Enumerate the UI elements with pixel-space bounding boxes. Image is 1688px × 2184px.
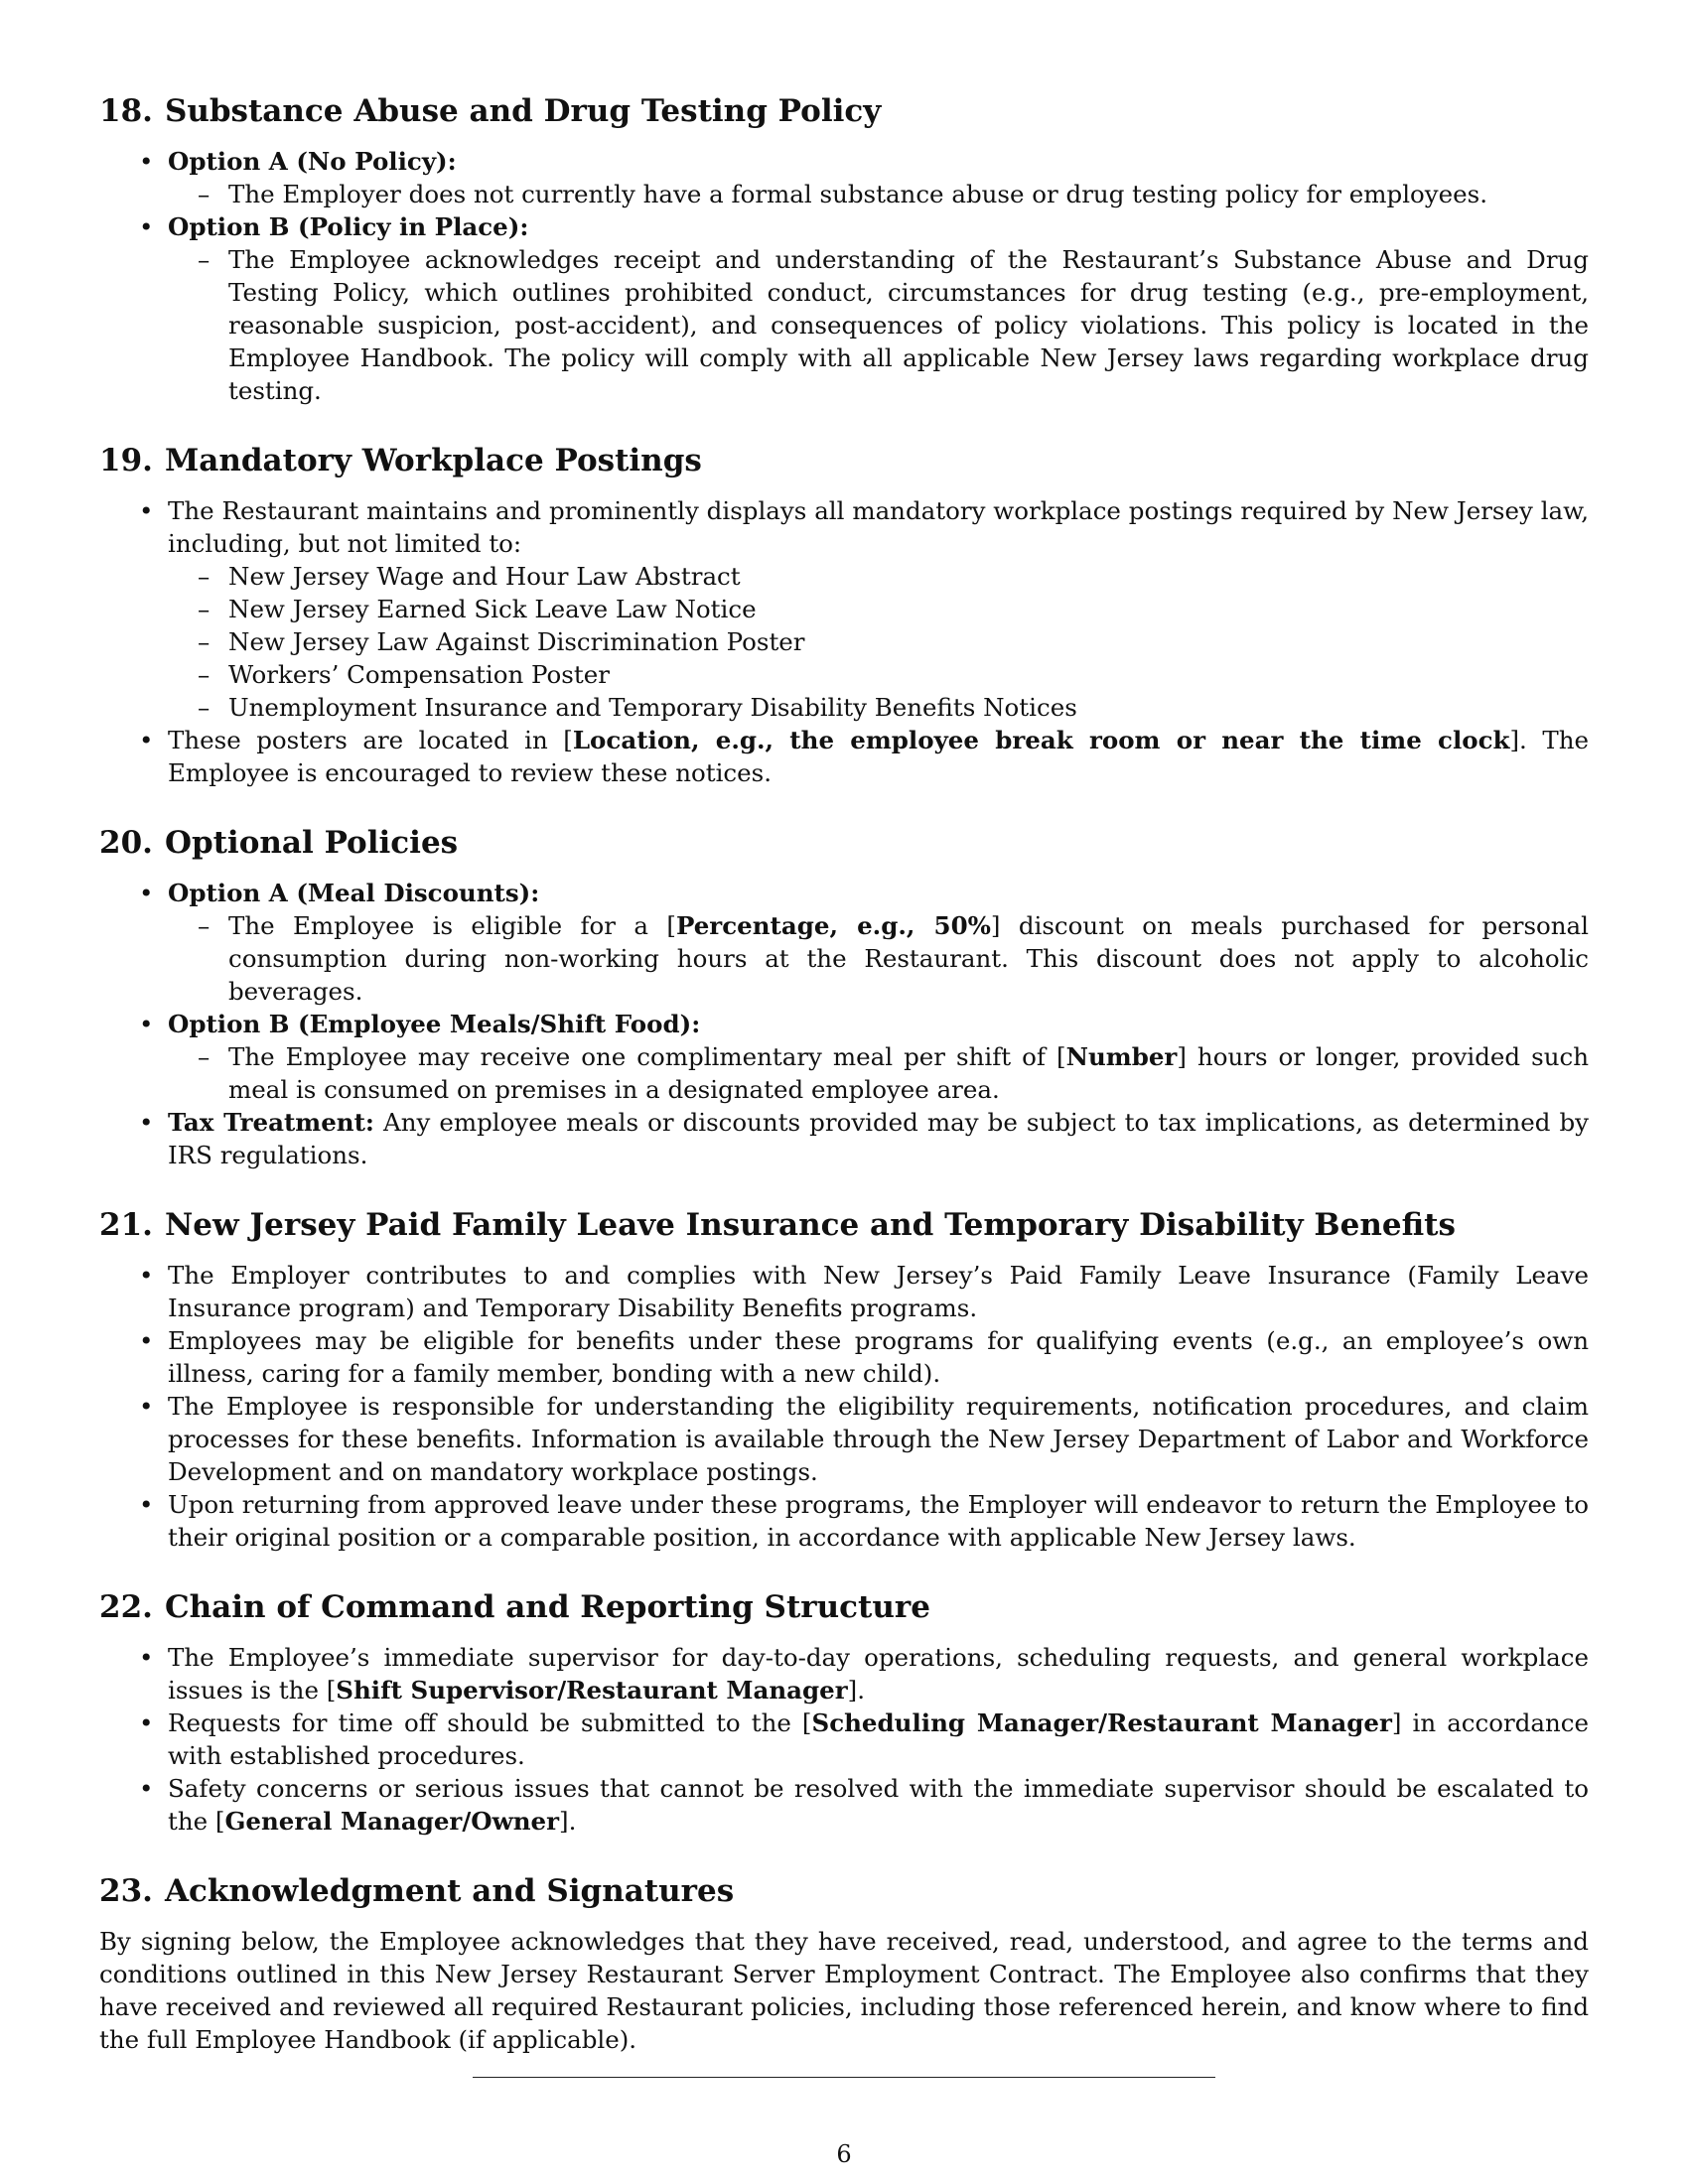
section-title: Substance Abuse and Drug Testing Policy bbox=[164, 93, 882, 129]
list-item bbox=[99, 210, 1589, 407]
bullet-list bbox=[99, 494, 1589, 789]
section-title: Optional Policies bbox=[164, 825, 459, 861]
placeholder-field: General Manager/Owner bbox=[224, 1807, 560, 1836]
postings-intro: • The Restaurant maintains and prominently displays all mandatory workplace postings required by New Jersey law, including, but not limited to: bbox=[168, 496, 1589, 558]
sub-list-item bbox=[168, 909, 1589, 1008]
text-fragment: ] discount on meals purchased for personal consumption during non-working hours at the Restaurant. This discount does not apply to alcoholic beverages. bbox=[228, 911, 1589, 1006]
list-item bbox=[99, 145, 1589, 210]
section-number: 23. bbox=[99, 1873, 153, 1909]
postings-list bbox=[168, 560, 1589, 724]
bullet-list bbox=[99, 145, 1589, 407]
text-fragment: ] in accordance with established procedures. bbox=[168, 1708, 1589, 1770]
section-number: 20. bbox=[99, 825, 153, 861]
section-19 bbox=[99, 441, 1589, 789]
sub-list-item: – The Employer does not currently have a formal substance abuse or drug testing policy for employees. bbox=[168, 178, 1589, 210]
list-item: • Employees may be eligible for benefits under these programs for qualifying events (e.g., an employee’s own illness, caring for a family member, bonding with a new child). bbox=[99, 1324, 1589, 1390]
page-number: 6 bbox=[836, 2140, 852, 2168]
text-fragment: The Employee may receive one complimentary meal per shift of [ bbox=[228, 1042, 1066, 1071]
placeholder-field: Location, e.g., the employee break room or near the time clock bbox=[572, 726, 1510, 754]
section-22 bbox=[99, 1587, 1589, 1838]
placeholder-field: Shift Supervisor/Restaurant Manager bbox=[336, 1676, 848, 1705]
list-item bbox=[99, 1106, 1589, 1171]
list-item bbox=[99, 1706, 1589, 1772]
option-b-label: Option B (Policy in Place): bbox=[168, 212, 529, 241]
sub-list bbox=[168, 178, 1589, 210]
placeholder-field: Percentage, e.g., 50% bbox=[675, 911, 991, 940]
section-number: 22. bbox=[99, 1589, 153, 1625]
section-heading bbox=[99, 1587, 1589, 1627]
list-item bbox=[99, 1008, 1589, 1106]
text-fragment: The Employee is eligible for a [ bbox=[228, 911, 676, 940]
posting-item: – Unemployment Insurance and Temporary Disability Benefits Notices bbox=[168, 691, 1589, 724]
acknowledgment-paragraph: By signing below, the Employee acknowledges that they have received, read, understood, and agree to the terms and conditions outlined in this New Jersey Restaurant Server Employment Contract. The Employee also confirms that they have received and reviewed all required Restaurant policies, including those referenced herein, and know where to find the full Employee Handbook (if applicable). bbox=[99, 1927, 1589, 2054]
posting-item: – New Jersey Law Against Discrimination Poster bbox=[168, 625, 1589, 658]
list-item bbox=[99, 494, 1589, 724]
list-item: • The Employee is responsible for understanding the eligibility requirements, notification procedures, and claim processes for these benefits. Information is available through the New Jersey Department of Labor and Workforce Development and on mandatory workplace postings. bbox=[99, 1390, 1589, 1488]
text-fragment: Requests for time off should be submitted to the [ bbox=[168, 1708, 812, 1737]
text-fragment: ]. bbox=[559, 1807, 577, 1836]
sub-list bbox=[168, 243, 1589, 407]
option-b-label: Option B (Employee Meals/Shift Food): bbox=[168, 1010, 701, 1038]
sub-list-item: – The Employee acknowledges receipt and understanding of the Restaurant’s Substance Abuse and Drug Testing Policy, which outlines prohibited conduct, circumstances for drug testing (e.g., pre-employment, reasonable suspicion, post-accident), and consequences of policy violations. This policy is located in the Employee Handbook. The policy will comply with all applicable New Jersey laws regarding workplace drug testing. bbox=[168, 243, 1589, 407]
text-fragment: Any employee meals or discounts provided may be subject to tax implications, as determined by IRS regulations. bbox=[168, 1108, 1590, 1169]
list-item: • The Employer contributes to and complies with New Jersey’s Paid Family Leave Insurance (Family Leave Insurance program) and Temporary Disability Benefits programs. bbox=[99, 1259, 1589, 1324]
text-fragment: The Employee’s immediate supervisor for day-to-day operations, scheduling requests, and general workplace issues is the [ bbox=[168, 1643, 1589, 1705]
posting-item: – New Jersey Earned Sick Leave Law Notice bbox=[168, 593, 1589, 625]
text-fragment: ]. The Employee is encouraged to review these notices. bbox=[168, 726, 1589, 787]
option-a-label: Option A (No Policy): bbox=[168, 147, 457, 176]
list-item bbox=[99, 877, 1589, 1008]
text-fragment: Safety concerns or serious issues that cannot be resolved with the immediate supervisor should be escalated to the [ bbox=[168, 1774, 1589, 1836]
list-item: • Upon returning from approved leave under these programs, the Employer will endeavor to return the Employee to their original position or a comparable position, in accordance with applicable New Jersey laws. bbox=[99, 1488, 1589, 1554]
section-heading bbox=[99, 1205, 1589, 1245]
posting-item: – New Jersey Wage and Hour Law Abstract bbox=[168, 560, 1589, 593]
section-number: 21. bbox=[99, 1207, 153, 1243]
text-fragment: ] hours or longer, provided such meal is consumed on premises in a designated employee area. bbox=[228, 1042, 1590, 1104]
sub-list bbox=[168, 909, 1589, 1008]
section-number: 19. bbox=[99, 443, 153, 478]
section-heading bbox=[99, 823, 1589, 863]
signature-line bbox=[473, 2077, 1215, 2078]
tax-label: Tax Treatment: bbox=[168, 1108, 374, 1137]
section-18 bbox=[99, 91, 1589, 407]
bullet-list bbox=[99, 877, 1589, 1171]
text-fragment: These posters are located in [ bbox=[168, 726, 573, 754]
text-fragment: ]. bbox=[847, 1676, 866, 1705]
option-a-label: Option A (Meal Discounts): bbox=[168, 879, 540, 907]
section-title: Mandatory Workplace Postings bbox=[164, 443, 702, 478]
list-item bbox=[99, 1772, 1589, 1838]
section-number: 18. bbox=[99, 93, 153, 129]
section-21 bbox=[99, 1205, 1589, 1554]
list-item bbox=[99, 724, 1589, 789]
list-item bbox=[99, 1641, 1589, 1706]
bullet-list bbox=[99, 1259, 1589, 1554]
placeholder-field: Number bbox=[1065, 1042, 1178, 1071]
document-page bbox=[99, 91, 1589, 2090]
posting-item: – Workers’ Compensation Poster bbox=[168, 658, 1589, 691]
section-23 bbox=[99, 1871, 1589, 2056]
section-title: Acknowledgment and Signatures bbox=[164, 1873, 735, 1909]
section-heading bbox=[99, 91, 1589, 131]
bullet-list bbox=[99, 1641, 1589, 1838]
section-title: Chain of Command and Reporting Structure bbox=[164, 1589, 930, 1625]
section-title: New Jersey Paid Family Leave Insurance and Temporary Disability Benefits bbox=[164, 1207, 1456, 1243]
section-heading bbox=[99, 1871, 1589, 1911]
section-heading bbox=[99, 441, 1589, 480]
sub-list bbox=[168, 1040, 1589, 1106]
section-20 bbox=[99, 823, 1589, 1171]
sub-list-item bbox=[168, 1040, 1589, 1106]
placeholder-field: Scheduling Manager/Restaurant Manager bbox=[811, 1708, 1392, 1737]
